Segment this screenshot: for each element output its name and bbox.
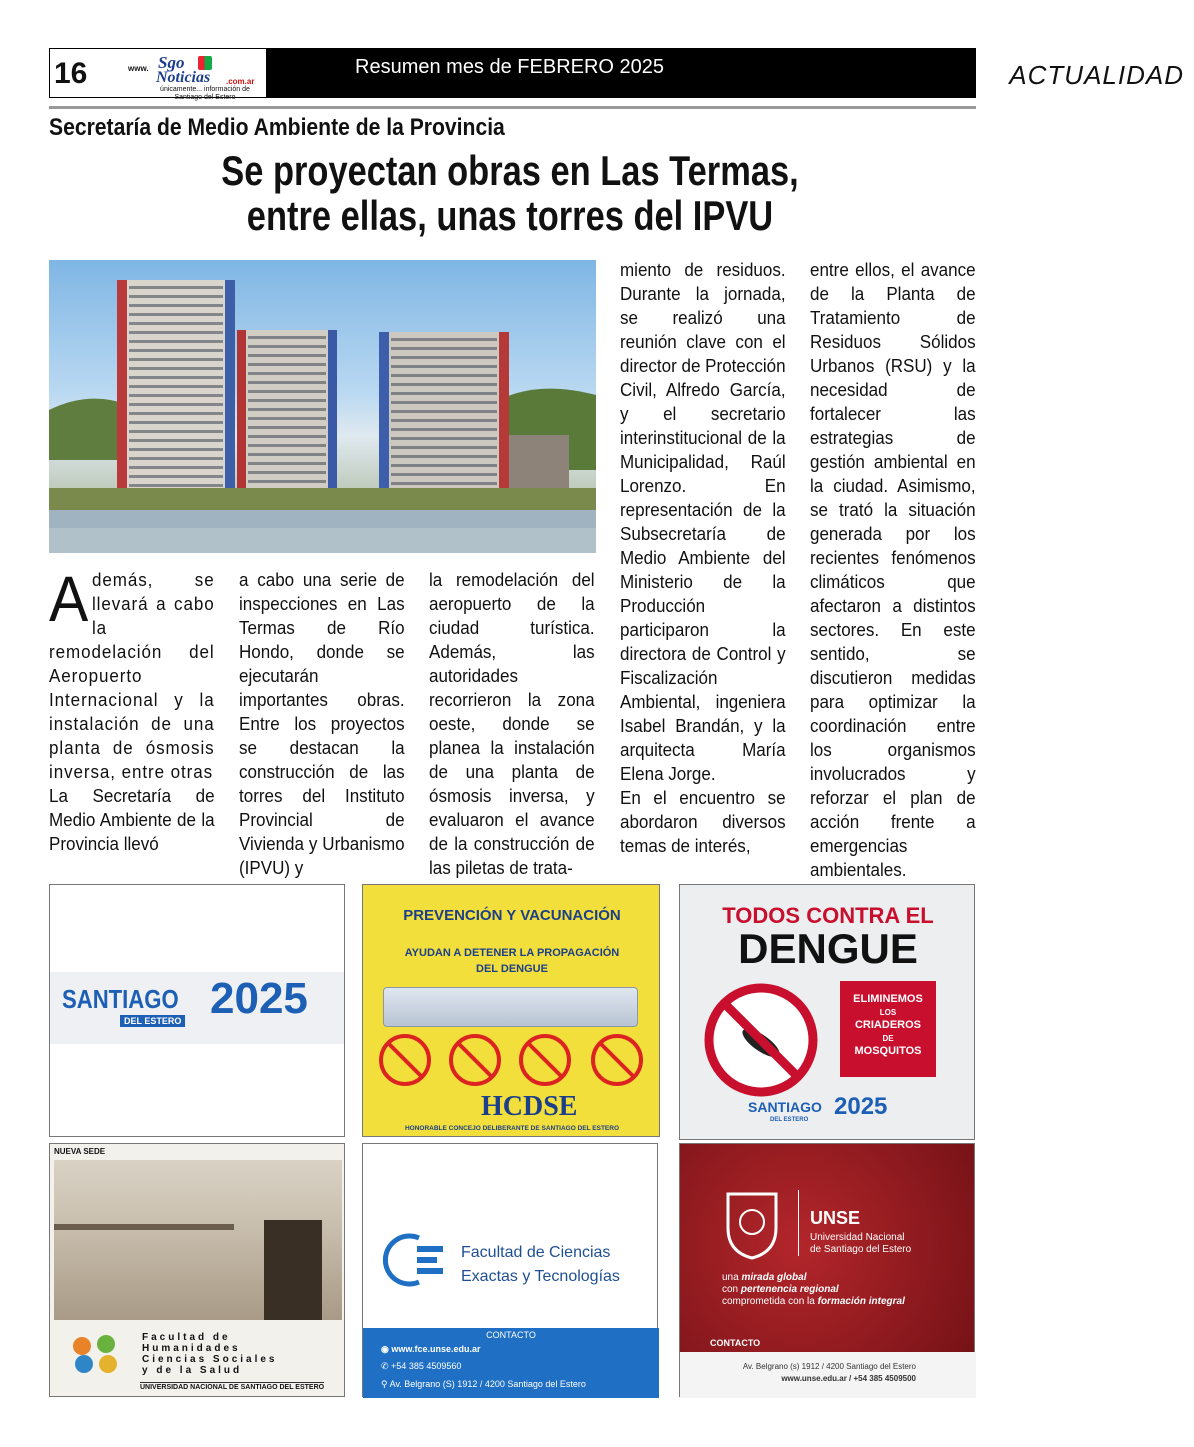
unse-divider xyxy=(798,1190,799,1256)
dengue-logo-word: SANTIAGO xyxy=(748,1099,822,1115)
column-3-text: la remodelación del aeropuerto de la ciudad turística. Además, las autoridades recorrieron la zona oeste, donde se planea la instalación de una planta de ósmosis inversa, y evaluaron el avance de la construcción de las piletas de trata- xyxy=(429,569,595,878)
fce-contact-label: CONTACTO xyxy=(486,1330,536,1340)
section-box xyxy=(1005,56,1194,92)
towers-illustration xyxy=(49,260,596,553)
column-1-text-b: La Secretaría de Medio Ambiente de la Provincia llevó xyxy=(49,785,215,854)
motto-3a: comprometida con la xyxy=(722,1296,818,1307)
hcd-footer: HONORABLE CONCEJO DELIBERANTE DE SANTIAGO DEL ESTERO xyxy=(404,1125,620,1132)
fce-logo-icon xyxy=(389,1232,453,1288)
no-mosquito-icon xyxy=(702,981,820,1099)
article-kicker: Secretaría de Medio Ambiente de la Provincia xyxy=(49,114,505,141)
phone-icon: ✆ xyxy=(381,1361,392,1371)
logo-flag-icon xyxy=(198,56,212,70)
logo-tagline: únicamente... información de Santiago del Estero xyxy=(160,86,250,101)
fce-phone xyxy=(381,1361,461,1372)
article-column-5 xyxy=(810,258,976,882)
santiago-logo-band xyxy=(50,972,344,1044)
ad-facultad-humanidades[interactable] xyxy=(49,1143,345,1397)
fce-phone-text: +54 385 4509560 xyxy=(391,1361,462,1371)
unse-name: UNSE xyxy=(810,1208,861,1228)
ad-santiago-2025[interactable] xyxy=(49,884,345,1137)
fhcs-logo-icon xyxy=(68,1332,124,1376)
motto-2b: pertenencia regional xyxy=(740,1284,839,1295)
motto-3b: formación integral xyxy=(817,1296,905,1307)
santiago-year: 2025 xyxy=(210,974,308,1023)
fce-address xyxy=(381,1379,586,1390)
motto-1b: mirada global xyxy=(741,1272,807,1283)
ad-hcdse-dengue[interactable] xyxy=(362,884,660,1137)
headline-line-2: entre ellas, unas torres del IPVU xyxy=(246,192,774,239)
logo-sgo: Sgo xyxy=(158,53,185,72)
no-container-icons xyxy=(371,1033,655,1087)
fhcs-line-2: Humanidades xyxy=(142,1343,241,1354)
unse-contact-label: CONTACTO xyxy=(710,1338,761,1348)
motto-1a: una xyxy=(722,1272,742,1283)
ad-fce-unse[interactable] xyxy=(362,1143,658,1397)
page-number: 16 xyxy=(54,57,88,90)
logo-www: www. xyxy=(128,64,149,73)
unse-motto xyxy=(722,1272,905,1308)
dengue-logo-sub: DEL ESTERO xyxy=(770,1117,809,1123)
drop-cap: A xyxy=(49,563,89,635)
article-column-2 xyxy=(239,568,405,880)
logo-noticias: Noticias xyxy=(156,69,211,86)
badge-line-1: ELIMINEMOS xyxy=(853,993,923,1005)
hcd-title: PREVENCIÓN Y VACUNACIÓN xyxy=(403,907,621,924)
badge-line-4: DE xyxy=(882,1034,894,1043)
fce-line-1: Facultad de Ciencias xyxy=(461,1244,611,1261)
header-bar xyxy=(267,48,1184,98)
badge-line-5: MOSQUITOS xyxy=(854,1045,922,1057)
column-2-text: a cabo una serie de inspecciones en Las Termas de Río Hondo, donde se ejecutarán importantes obras. Entre los proyectos se destacan la construcción de las torres del Instituto Provincial de Vivienda y Urbanismo (IPVU) y xyxy=(239,569,405,878)
section-label: ACTUALIDAD xyxy=(1009,60,1184,90)
logo-domain: .com.ar xyxy=(226,77,255,86)
headline-line-1: Se proyectan obras en Las Termas, xyxy=(221,147,799,194)
santiago-word: SANTIAGO xyxy=(62,984,179,1014)
header-divider xyxy=(49,106,976,109)
article-column-1 xyxy=(49,563,215,856)
fhcs-line-4: y de la Salud xyxy=(142,1365,243,1376)
fce-line-2: Exactas y Tecnologías xyxy=(461,1268,620,1285)
dengue-logo-year: 2025 xyxy=(834,1093,888,1120)
dengue-title-1: TODOS CONTRA EL xyxy=(722,903,934,928)
fce-web-text: www.fce.unse.edu.ar xyxy=(391,1344,481,1354)
dengue-title-2: DENGUE xyxy=(738,925,918,972)
unse-address: Av. Belgrano (s) 1912 / 4200 Santiago del Estero xyxy=(742,1362,916,1371)
ad-todos-contra-dengue[interactable] xyxy=(679,884,975,1140)
page-header xyxy=(49,48,1184,101)
column-1-text: demás, se llevará a cabo la remodelación del Aeropuerto Internacional y la instalación de una planta de ósmosis inversa, entre otras xyxy=(49,569,215,782)
column-4-text: miento de residuos. Durante la jornada, se realizó una reunión clave con el director de Protección Civil, Alfredo García, y el secretario interinstitucional de la Municipalidad, Raúl Lorenzo. En representación de la Subsecretaría de Medio Ambiente del Ministerio de la Producción participaron la directora de Control y Fiscalización Ambiental, ingeniera Isabel Brandán, y la arquitecta María Elena Jorge. xyxy=(620,259,786,784)
fhcs-name xyxy=(142,1332,278,1376)
fce-web[interactable] xyxy=(381,1344,481,1355)
badge-line-2: LOS xyxy=(879,1008,897,1017)
fce-contact-band xyxy=(363,1328,659,1398)
hcd-subtitle-2: DEL DENGUE xyxy=(476,963,548,975)
dengue-santiago-logo xyxy=(748,1093,908,1129)
fce-address-text: Av. Belgrano (S) 1912 / 4200 Santiago del Estero xyxy=(389,1379,586,1389)
santiago-sub: DEL ESTERO xyxy=(120,1015,185,1027)
badge-line-3: CRIADEROS xyxy=(854,1019,921,1031)
article-column-4 xyxy=(620,258,786,858)
hcd-subtitle-1: AYUDAN A DETENER LA PROPAGACIÓN xyxy=(404,947,620,959)
syringe-icon xyxy=(383,987,638,1027)
header-left-box xyxy=(49,48,267,101)
article-column-3 xyxy=(429,568,595,880)
location-pin-icon: ⚲ xyxy=(381,1379,390,1389)
column-4-text-b: En el encuentro se abordaron diversos temas de interés, xyxy=(620,787,786,856)
ad-unse[interactable] xyxy=(679,1143,975,1397)
article-headline xyxy=(207,148,814,238)
unse-crest-icon xyxy=(720,1188,784,1260)
fhcs-line-1: Facultad de xyxy=(142,1332,231,1343)
fhcs-building-photo xyxy=(54,1160,342,1320)
unse-full-1: Universidad Nacional xyxy=(810,1232,905,1243)
unse-web[interactable]: www.unse.edu.ar / +54 385 4509500 xyxy=(781,1374,916,1383)
dengue-badge xyxy=(840,981,936,1077)
article-photo xyxy=(49,260,596,553)
unse-contact-band xyxy=(680,1352,976,1398)
motto-2a: con xyxy=(722,1284,741,1295)
fhcs-label: NUEVA SEDE xyxy=(54,1147,106,1156)
sgo-noticias-logo[interactable] xyxy=(128,53,264,101)
unse-full-2: de Santiago del Estero xyxy=(810,1244,912,1255)
globe-icon: ◉ xyxy=(381,1344,392,1354)
issue-title: Resumen mes de FEBRERO 2025 xyxy=(355,56,665,78)
hcd-brand: HCDSE xyxy=(481,1091,578,1122)
column-5-text: entre ellos, el avance de la Planta de Tratamiento de Residuos Sólidos Urbanos (RSU) y la necesidad de fortalecer las estrategias de gestión ambiental en la ciudad. Asimismo, se trató la situación generada por los recientes fenómenos climáticos que afectaron a distintos sectores. En este sentido, se discutieron medidas para optimizar la coordinación entre los organismos involucrados y reforzar el plan de acción frente a emergencias ambientales. xyxy=(810,259,976,880)
fhcs-university: UNIVERSIDAD NACIONAL DE SANTIAGO DEL ESTERO xyxy=(140,1384,325,1391)
fhcs-line-3: Ciencias Sociales xyxy=(142,1354,278,1365)
